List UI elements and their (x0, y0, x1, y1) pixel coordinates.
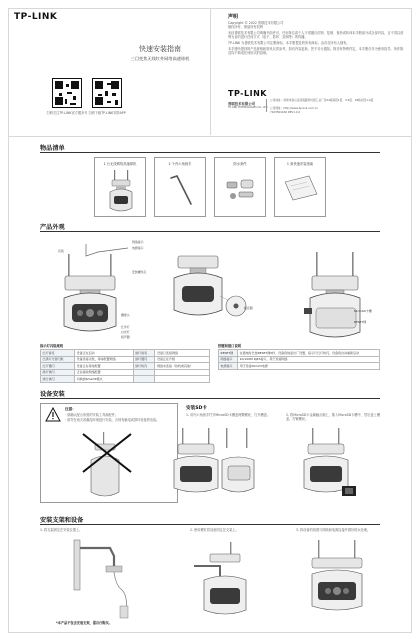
package-label-guide: 1 套快速安装指南 (286, 162, 314, 166)
port-table-cell: 电源接口 (219, 363, 238, 370)
guide-booklet-icon (275, 158, 327, 218)
section-title-install-bracket: 安装支架和设备 (40, 517, 84, 524)
camera-icon (95, 158, 147, 218)
statement-copyright: Copyright © 2022 普联技术有限公司 (228, 21, 284, 25)
label-power-port: 电源接口 (132, 246, 144, 250)
led-table-cell: 网络未连接（待机或其他） (155, 363, 210, 370)
package-label-camera: 1 台无线网络高速球机 (103, 162, 137, 166)
led-table-cell: 绿灯快闪 (41, 369, 75, 376)
led-table (40, 349, 210, 383)
hex-wrench-icon (155, 158, 207, 218)
led-table-cell: 设备连接失败，等待配置网络 (75, 356, 134, 363)
section-rule-install-bracket (40, 524, 380, 525)
attention-box (40, 403, 178, 503)
package-box-wrench (154, 157, 206, 217)
led-table-cell: 设备已连接网络 (155, 350, 210, 357)
led-table-cell: 设备正在启动 (75, 350, 134, 357)
statement-rights: 版权所有，保留所有权利 (228, 25, 264, 29)
sd-step1-diagram (168, 426, 258, 506)
led-table-cell: 设备正在等待配置 (75, 363, 134, 370)
led-table-cell: 红灯慢闪 (41, 363, 75, 370)
cover-subtitle: 三目变焦无线红外网络高速球机 (130, 56, 190, 61)
company-website: 公司网址：http://www.tp-link.com.cn (270, 106, 318, 110)
label-camera: 摄像头 (121, 313, 130, 317)
bracket-step3-diagram (304, 536, 384, 626)
led-table-cell: 绿灯常亮 (133, 350, 155, 357)
section-rule-install-device (40, 398, 380, 399)
led-table-cell: 绿红快闪 (41, 376, 75, 383)
statement-body: 未经普联技术有限公司明确书面许可，任何单位或个人不得擅自仿制、复制、誊抄或转译本手册部分或全部内容，且不得以营利为目的进行任何方式（电子、影印、录制等）的传播。 (228, 31, 404, 40)
label-microphone: 拾音器 (244, 306, 253, 310)
attention-line-2: · 请勿在雨天或潮湿环境进行安装，否则有触电或损坏设备的危险。 (65, 418, 160, 422)
brand-text-right: TP-LINK (228, 89, 267, 98)
section-title-appearance: 产品外观 (40, 224, 65, 231)
sd-step2-diagram (294, 426, 374, 506)
led-table-cell (133, 376, 155, 383)
bracket-step-3: 3. 将设备的线缆与网线和电源连接并做好防水处理。 (296, 528, 371, 532)
package-box-guide (274, 157, 326, 217)
brand-logo-left (14, 12, 57, 22)
bracket-step-1: 1. 将支架固定在安装位置上。 (40, 528, 83, 532)
qr-right-caption: 扫码下载TP-LINK安防APP (88, 111, 126, 115)
bracket-step1-diagram (70, 536, 150, 626)
port-table-row (219, 363, 380, 370)
label-microsd: MicroSD卡槽 (354, 309, 372, 313)
center-fold-line (210, 8, 211, 135)
bracket-footnote: *本产品不包含安装支架，需自行购买。 (56, 621, 112, 625)
qr-code-app[interactable] (92, 78, 122, 108)
led-table-cell: 绿灯慢闪 (133, 356, 155, 363)
company-divider (266, 99, 267, 112)
attention-line-1: · 请确认配合所需的安装工具和配件。 (65, 413, 119, 417)
camera-rear-diagram (300, 248, 380, 358)
port-table-cell: 网络接口 (219, 356, 238, 363)
sd-step-1: 1. 用内六角扳手拧开MicroSD卡槽盖两颗螺丝，打开槽盖。 (186, 413, 271, 417)
company-address: 公司地址：深圳市南山区深南路科技园工业厂房24栋南段1层、3-5层、28栋北段1-4层 (270, 98, 374, 102)
doc-code: 7103504160 REV1.0.0 (270, 110, 301, 114)
camera-side-diagram (162, 248, 252, 348)
qr-left-caption: 扫码关注TP-LINK官方服务号 (46, 111, 88, 115)
port-table-cell: RESET键 (219, 350, 238, 357)
company-name-en: TP-LINK TECHNOLOGIES CO., LTD. (228, 106, 269, 109)
section-title-install-device: 设备安装 (40, 391, 65, 398)
led-table-cell (155, 376, 210, 383)
qr-code-service[interactable] (52, 78, 82, 108)
port-table-cell: 在通电时长按RESET键5秒，设备将恢复出厂设置，指示灯红灯快闪，设备将自动重新启动 (238, 350, 380, 357)
package-label-waterproof: 防水套件 (233, 162, 247, 166)
statement-notice: 本手册所提到的产品规格和资讯仅供参考，如有内容更新，恕不另行通知。除非有特殊约定，本手册仅作为使用指导，所作陈述均不构成任何形式的担保。 (228, 47, 404, 56)
left-border (8, 8, 9, 632)
port-table (218, 349, 380, 370)
sd-install-heading: 安装SD卡 (186, 406, 207, 411)
led-table-cell: 绿灯快闪 (133, 363, 155, 370)
attention-heading: 注意： (65, 407, 76, 411)
statement-heading: 声明 (228, 14, 239, 20)
label-wired-port: 有线 (58, 249, 64, 253)
brand-text: TP-LINK (14, 12, 58, 22)
port-table-title: 按键和接口说明 (218, 344, 242, 348)
right-border (411, 8, 412, 632)
fold-line-top (8, 136, 412, 137)
sd-step-2: 2. 将MicroSD卡金属触点朝上，插入MicroSD卡槽中，然后盖上槽盖，拧紧螺丝。 (286, 413, 380, 422)
led-table-row (41, 376, 210, 383)
statement-trademark: TP-LINK 为普联技术有限公司注册商标。本手册提及的所有商标，由各自所有人拥有。 (228, 41, 350, 45)
led-table-cell: 正在接收网络配置 (75, 369, 134, 376)
warning-icon (45, 407, 61, 423)
led-table-title: 指示灯闪烁规则 (40, 344, 64, 348)
package-label-wrench: 1 个内六角扳手 (168, 162, 192, 166)
label-network-port: 网络接口 (132, 240, 144, 244)
label-mount-port: 安装螺纹孔 (132, 270, 147, 274)
label-ir-light: 红外灯 (121, 325, 130, 329)
bottom-border (8, 632, 412, 633)
company-name: 普联技术有限公司 (228, 102, 256, 106)
section-rule-package (40, 152, 380, 153)
led-table-cell: 红灯常亮 (41, 350, 75, 357)
led-table-cell: 切换到SmartP模式 (75, 376, 134, 383)
label-white-light: 白光灯 (121, 330, 130, 334)
bracket-step2-diagram (190, 536, 260, 626)
port-table-cell: 10/100M RJ45接口，用于连接网络 (238, 356, 380, 363)
section-title-package: 物品清单 (40, 145, 65, 152)
package-box-camera (94, 157, 146, 217)
label-speaker: 扬声器 (121, 335, 130, 339)
waterproof-kit-icon (215, 158, 267, 218)
bracket-step-2: 2. 使用螺钉将设备固定在支架上。 (190, 528, 239, 532)
package-box-waterproof (214, 157, 266, 217)
cover-title: 快速安装指南 (139, 45, 181, 53)
section-rule-appearance (40, 231, 380, 232)
label-reset: RESET键 (354, 320, 367, 324)
brand-logo-right (228, 89, 267, 98)
led-table-cell: 红绿灯交替闪烁 (41, 356, 75, 363)
camera-front-diagram (56, 238, 136, 338)
crossed-camera-icon (69, 430, 149, 500)
port-table-cell: 用于连接DC12V电源 (238, 363, 380, 370)
led-table-cell: 设备正在升级 (155, 356, 210, 363)
